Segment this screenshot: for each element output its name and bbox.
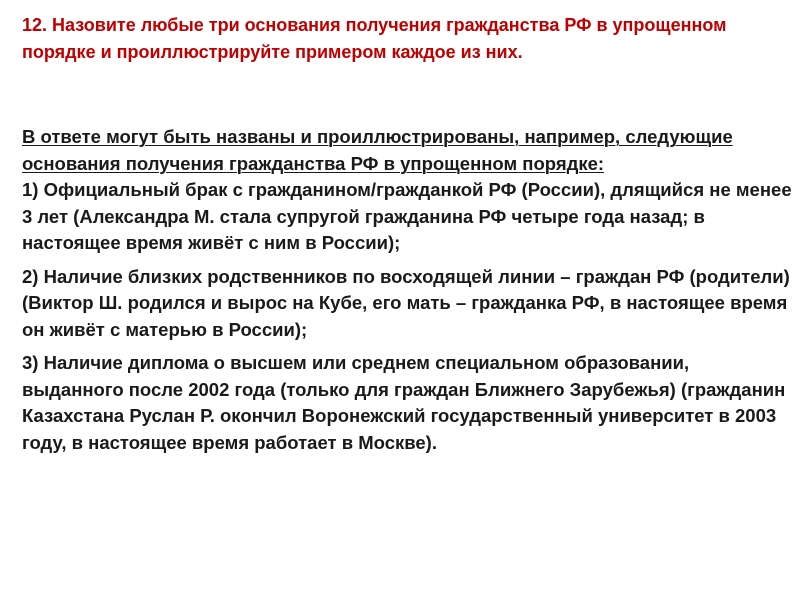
answer-block [22, 124, 792, 456]
answer-item-3: 3) Наличие диплома о высшем или среднем специальном образовании, выданного после 2002 года (только для граждан Ближнего Зарубежья) (гражданин Казахстана Руслан Р. окончил Воронежский государственный университет в 2003 году, в настоящее время работает в Москве). [22, 352, 786, 453]
answer-intro: В ответе могут быть названы и проиллюстрированы, например, следующие основания получения гражданства РФ в упрощенном порядке: [22, 126, 733, 174]
answer-item-1: 1) Официальный брак с гражданином/гражданкой РФ (России), длящийся не менее 3 лет (Александра М. стала супругой гражданина РФ четыре года назад; в настоящее время живёт с ним в России); [22, 179, 792, 253]
question-heading: 12. Назовите любые три основания получения гражданства РФ в упрощенном порядке и проиллюстрируйте примером каждое из них. [22, 15, 727, 62]
answer-item-2: 2) Наличие близких родственников по восходящей линии – граждан РФ (родители) (Виктор Ш. родился и вырос на Кубе, его мать – гражданка РФ, в настоящее время он живёт с матерью в России); [22, 265, 790, 340]
